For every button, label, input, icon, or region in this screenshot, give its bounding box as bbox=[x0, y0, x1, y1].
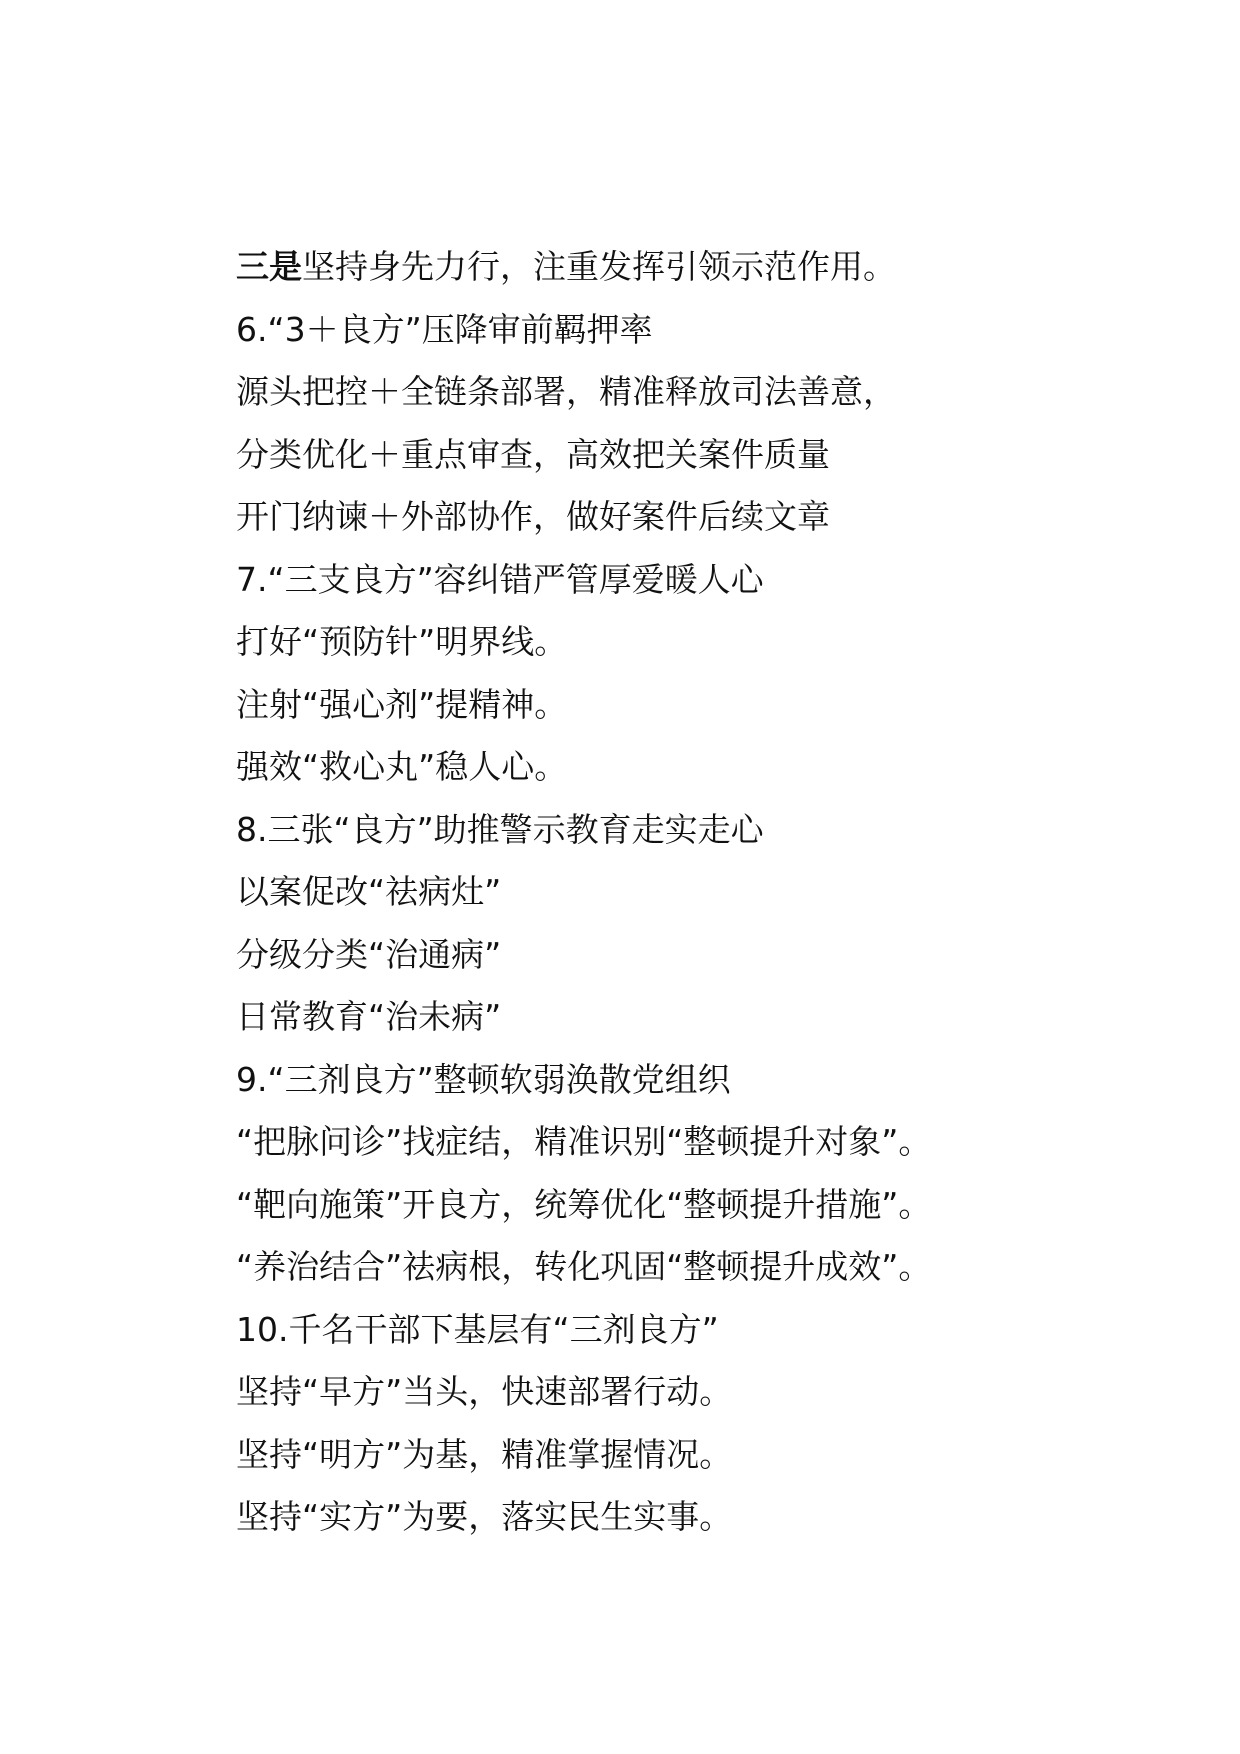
bold-lead: 三是 bbox=[236, 247, 302, 286]
text-line: 打好“预防针”明界线。 bbox=[236, 622, 568, 661]
text-line: 坚持“实方”为要，落实民生实事。 bbox=[236, 1497, 733, 1536]
section-heading: 10.千名干部下基层有“三剂良方” bbox=[236, 1309, 719, 1349]
document-body bbox=[236, 236, 1136, 1549]
text-line: 坚持“早方”当头，快速部署行动。 bbox=[236, 1372, 733, 1411]
text-line: 源头把控＋全链条部署，精准释放司法善意， bbox=[236, 372, 896, 411]
section-heading: 7.“三支良方”容纠错严管厚爱暖人心 bbox=[236, 559, 764, 599]
text-line: “把脉问诊”找症结，精准识别“整顿提升对象”。 bbox=[236, 1122, 932, 1161]
text-line bbox=[236, 236, 1136, 299]
section-heading: 6.“3＋良方”压降审前羁押率 bbox=[236, 309, 653, 349]
section-heading: 9.“三剂良方”整顿软弱涣散党组织 bbox=[236, 1059, 731, 1099]
section-heading: 8.三张“良方”助推警示教育走实走心 bbox=[236, 809, 764, 849]
text-line: 分类优化＋重点审查，高效把关案件质量 bbox=[236, 434, 830, 474]
text-line: 以案促改“祛病灶” bbox=[236, 872, 502, 911]
text-line: 日常教育“治未病” bbox=[236, 997, 502, 1036]
text-line: 注射“强心剂”提精神。 bbox=[236, 684, 568, 724]
text-line: “养治结合”祛病根，转化巩固“整顿提升成效”。 bbox=[236, 1247, 932, 1286]
text-line: 开门纳谏＋外部协作，做好案件后续文章 bbox=[236, 497, 830, 536]
text-line: 分级分类“治通病” bbox=[236, 934, 502, 974]
text-line: 强效“救心丸”稳人心。 bbox=[236, 747, 568, 786]
text-line: “靶向施策”开良方，统筹优化“整顿提升措施”。 bbox=[236, 1184, 932, 1224]
text-line: 坚持“明方”为基，精准掌握情况。 bbox=[236, 1434, 733, 1474]
line-text: 坚持身先力行，注重发挥引领示范作用。 bbox=[302, 247, 896, 286]
